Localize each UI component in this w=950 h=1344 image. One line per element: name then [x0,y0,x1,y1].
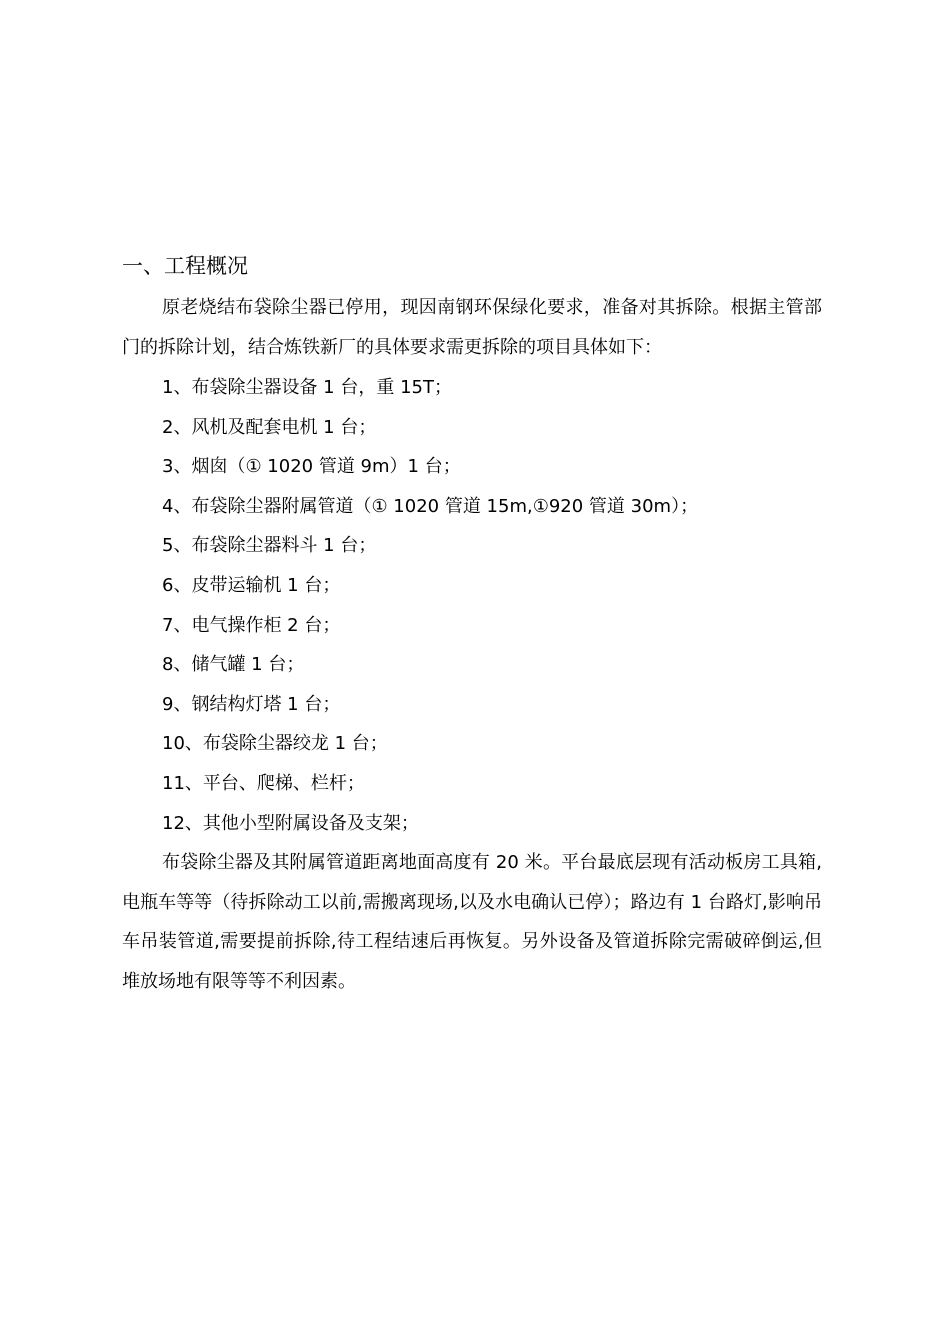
list-item: 11、平台、爬梯、栏杆； [162,772,365,794]
list-item: 4、布袋除尘器附属管道（① 1020 管道 15m,①920 管道 30m）； [162,495,699,517]
list-item: 9、钢结构灯塔 1 台； [162,693,341,715]
list-item: 3、烟囱（① 1020 管道 9m）1 台； [162,456,461,478]
list-item: 5、布袋除尘器料斗 1 台； [162,535,377,557]
list-item: 2、风机及配套电机 1 台； [162,416,377,438]
list-item: 6、皮带运输机 1 台； [162,574,341,596]
closing-paragraph: 布袋除尘器及其附属管道距离地面高度有 20 米。平台最底层现有活动板房工具箱,电瓶车等等（待拆除动工以前,需搬离现场,以及水电确认已停）；路边有 1 台路灯,影响吊车吊装管道,需要提前拆除,待工程结速后再恢复。另外设备及管道拆除完需破碎倒运,但堆放场地有限等等不利因素。 [122,852,822,992]
list-item: 10、布袋除尘器绞龙 1 台； [162,733,388,755]
demolition-item-list [162,368,698,843]
list-item: 1、布袋除尘器设备 1 台，重 15T； [162,377,452,398]
list-item: 8、储气罐 1 台； [162,654,305,676]
list-item: 7、电气操作柜 2 台； [162,614,341,636]
list-item: 12、其他小型附属设备及支架； [162,812,419,834]
intro-paragraph: 原老烧结布袋除尘器已停用，现因南钢环保绿化要求，准备对其拆除。根据主管部门的拆除计划，结合炼铁新厂的具体要求需更拆除的项目具体如下： [122,297,822,358]
section-heading: 一、工程概况 [122,254,248,278]
